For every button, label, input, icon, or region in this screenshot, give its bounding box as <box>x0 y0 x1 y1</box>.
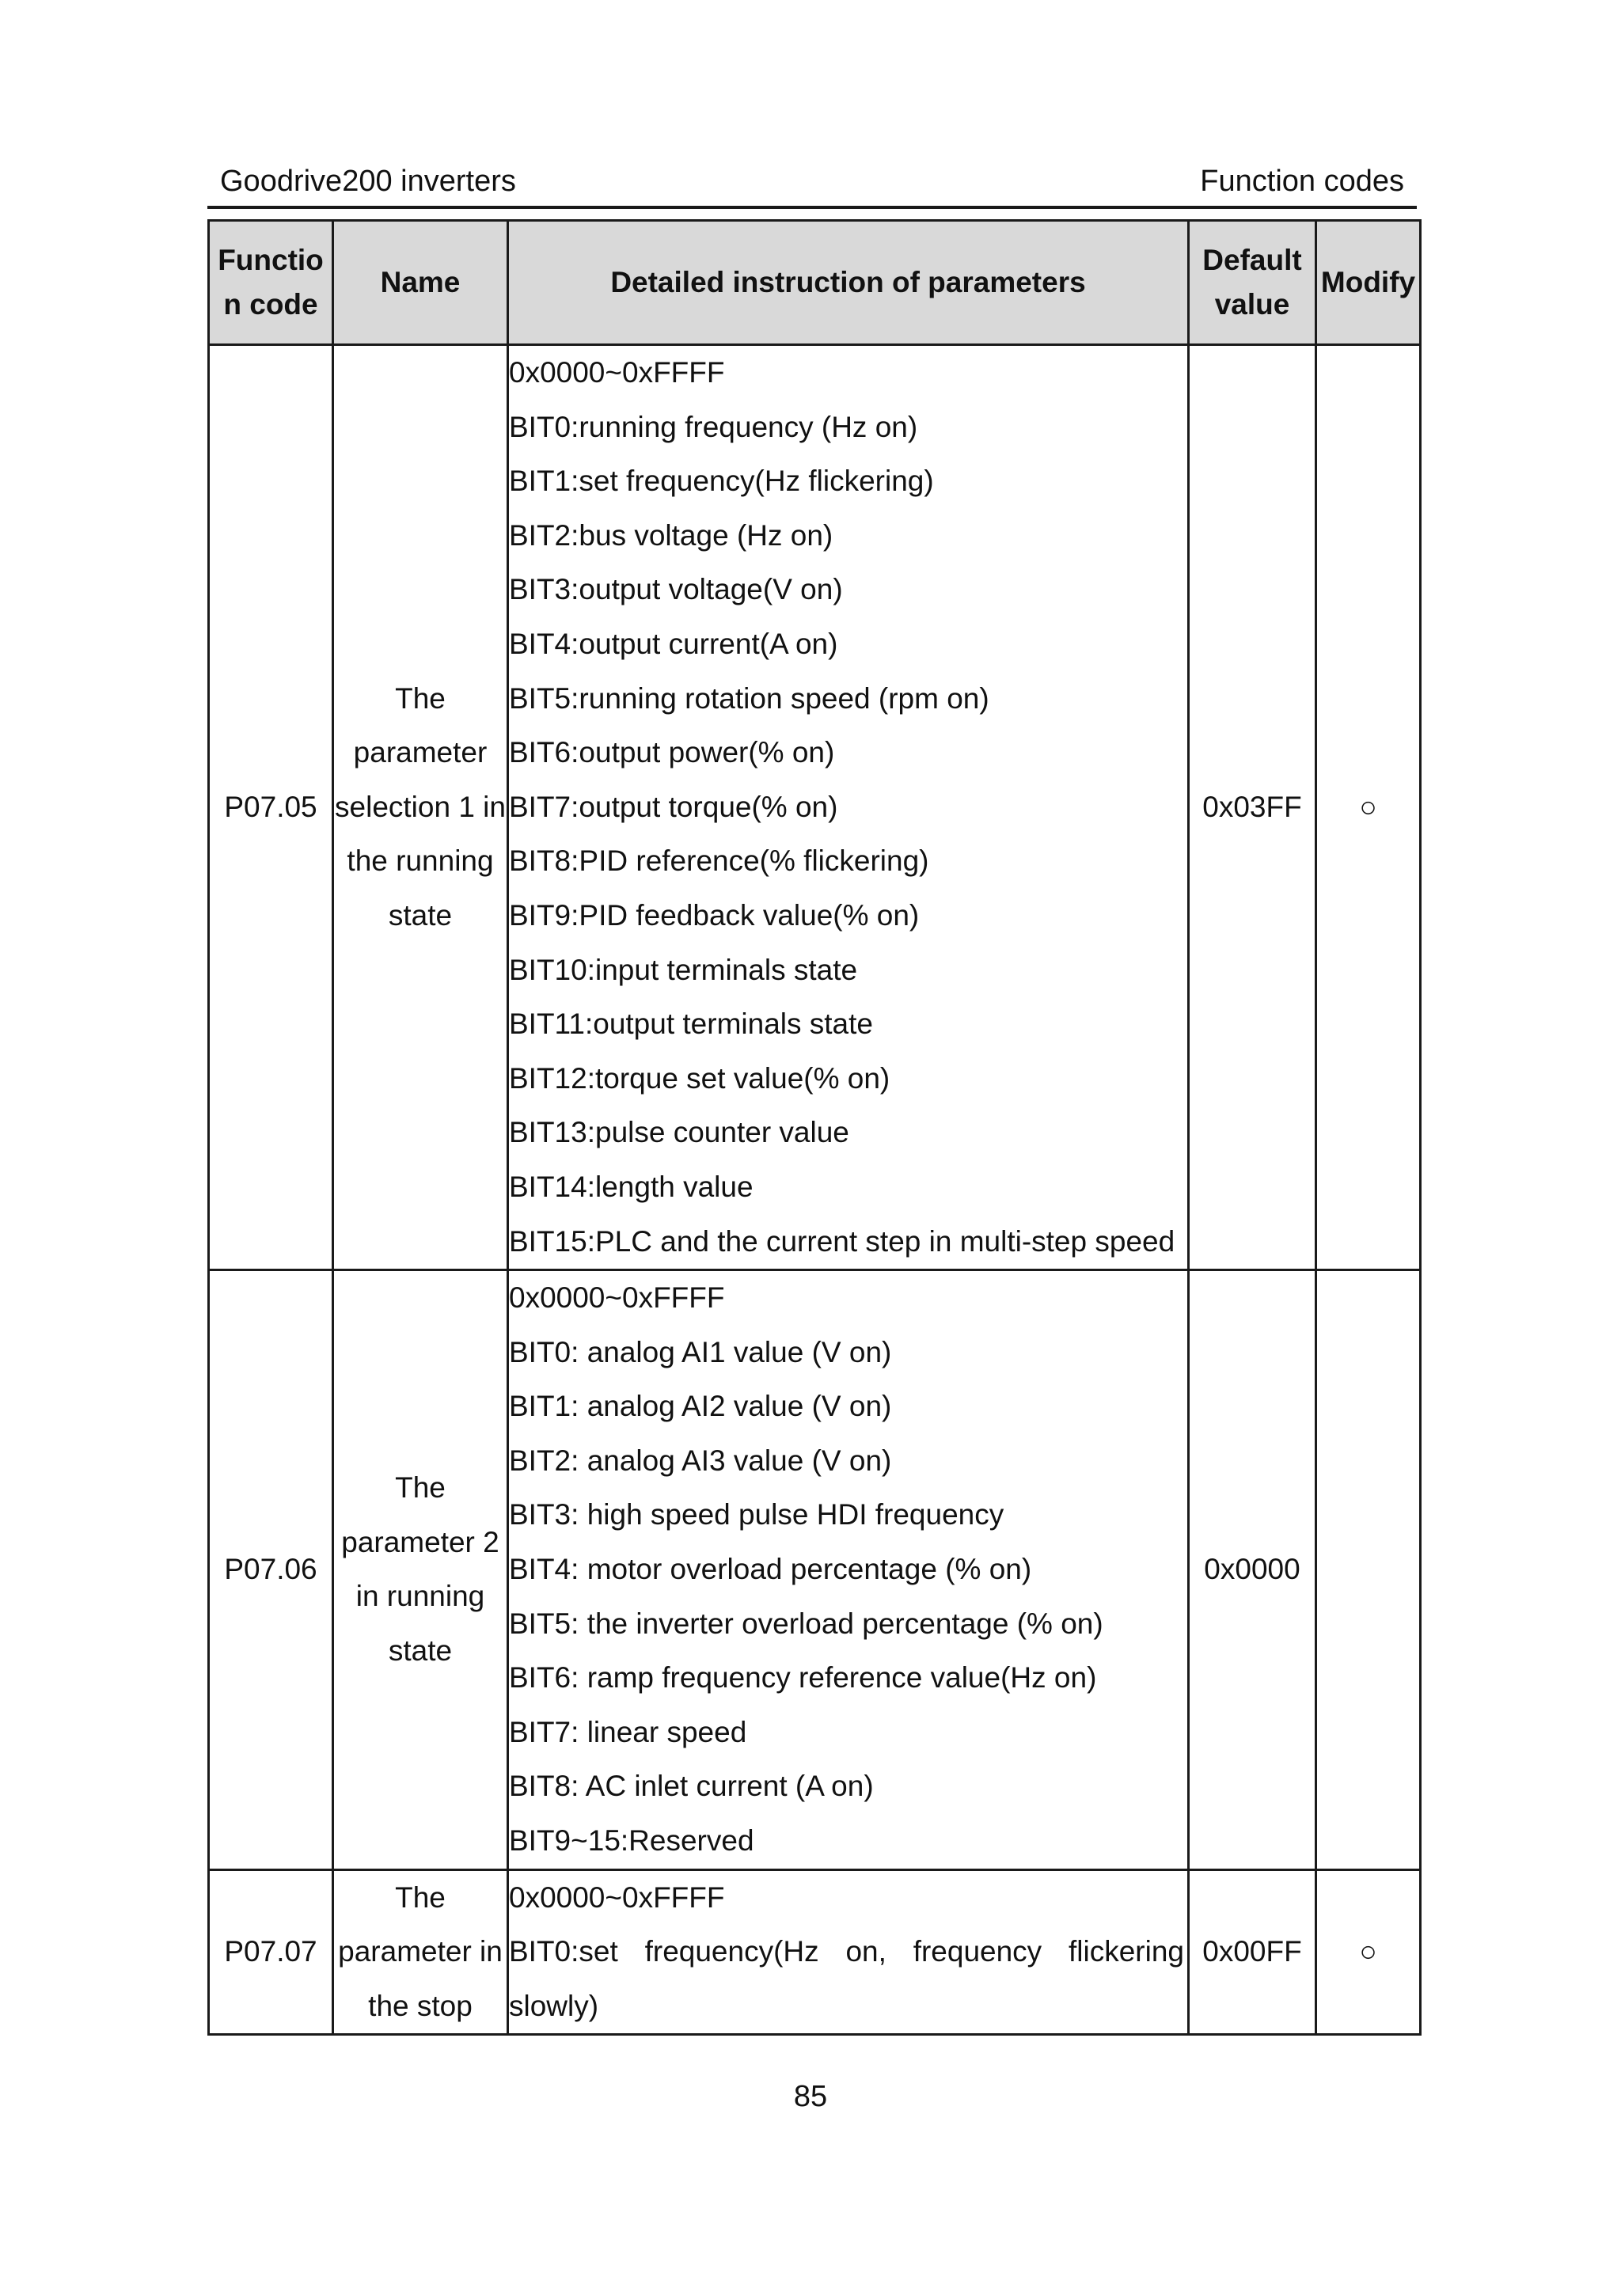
description-line: BIT5: the inverter overload percentage (% on) <box>509 1607 1103 1640</box>
document-title: Goodrive200 inverters <box>220 165 516 198</box>
description-line: BIT0: analog AI1 value (V on) <box>509 1335 892 1368</box>
description-line: 0x0000~0xFFFF <box>509 1880 725 1914</box>
modify-indicator-cell: ○ <box>1316 1869 1421 2035</box>
description-line: BIT12:torque set value(% on) <box>509 1061 890 1095</box>
description-line: BIT14:length value <box>509 1170 754 1203</box>
description-line: BIT6: ramp frequency reference value(Hz on) <box>509 1661 1097 1694</box>
description-line: BIT11:output terminals state <box>509 1008 873 1041</box>
description-line: BIT10:input terminals state <box>509 953 858 986</box>
description-line: BIT7: linear speed <box>509 1715 747 1748</box>
description-cell <box>508 345 1189 1270</box>
column-header-code: Functio n code <box>209 221 333 345</box>
function-code-cell: P07.05 <box>209 345 333 1270</box>
description-line: BIT9:PID feedback value(% on) <box>509 898 920 932</box>
table-header-row <box>209 221 1421 345</box>
description-line: BIT3: high speed pulse HDI frequency <box>509 1498 1004 1531</box>
description-line: slowly) <box>509 1989 599 2022</box>
column-header-name: Name <box>333 221 508 345</box>
description-line: BIT6:output power(% on) <box>509 736 835 769</box>
table-row <box>209 345 1421 1270</box>
description-line: BIT13:pulse counter value <box>509 1116 849 1149</box>
parameter-name-cell: The parameter selection 1 in the running state <box>333 345 508 1270</box>
description-line: BIT3:output voltage(V on) <box>509 573 843 606</box>
default-value-cell: 0x03FF <box>1189 345 1316 1270</box>
default-value-cell: 0x00FF <box>1189 1869 1316 2035</box>
parameter-name-cell: The parameter 2 in running state <box>333 1270 508 1870</box>
description-line: BIT1: analog AI2 value (V on) <box>509 1390 892 1423</box>
column-header-description: Detailed instruction of parameters <box>508 221 1189 345</box>
description-cell <box>508 1270 1189 1870</box>
table-row <box>209 1270 1421 1870</box>
parameter-name-cell: The parameter in the stop <box>333 1869 508 2035</box>
page-header <box>207 158 1417 209</box>
description-line: 0x0000~0xFFFF <box>509 1281 725 1315</box>
description-line: BIT5:running rotation speed (rpm on) <box>509 681 989 715</box>
page-number: 85 <box>793 2080 828 2113</box>
description-line: BIT2: analog AI3 value (V on) <box>509 1444 892 1477</box>
description-line: BIT8: AC inlet current (A on) <box>509 1770 874 1803</box>
table-row <box>209 1869 1421 2035</box>
description-line: BIT8:PID reference(% flickering) <box>509 844 929 878</box>
description-line: BIT1:set frequency(Hz flickering) <box>509 465 934 498</box>
function-code-cell: P07.07 <box>209 1869 333 2035</box>
default-value-cell: 0x0000 <box>1189 1270 1316 1870</box>
description-line: BIT0:set frequency(Hz on, frequency flickering <box>509 1935 1184 1968</box>
column-header-default: Default value <box>1189 221 1316 345</box>
description-line: BIT4:output current(A on) <box>509 627 838 660</box>
function-code-table <box>207 219 1422 2036</box>
description-line: BIT2:bus voltage (Hz on) <box>509 518 833 552</box>
description-line: BIT4: motor overload percentage (% on) <box>509 1553 1032 1586</box>
section-title: Function codes <box>1200 165 1404 198</box>
description-line: BIT15:PLC and the current step in multi-step speed <box>509 1224 1175 1258</box>
column-header-modify: Modify <box>1316 221 1421 345</box>
description-line: BIT7:output torque(% on) <box>509 790 838 823</box>
modify-indicator-cell <box>1316 1270 1421 1870</box>
function-code-cell: P07.06 <box>209 1270 333 1870</box>
description-cell <box>508 1869 1189 2035</box>
description-line: 0x0000~0xFFFF <box>509 356 725 389</box>
description-line: BIT9~15:Reserved <box>509 1824 754 1858</box>
modify-indicator-cell: ○ <box>1316 345 1421 1270</box>
description-line: BIT0:running frequency (Hz on) <box>509 410 918 443</box>
